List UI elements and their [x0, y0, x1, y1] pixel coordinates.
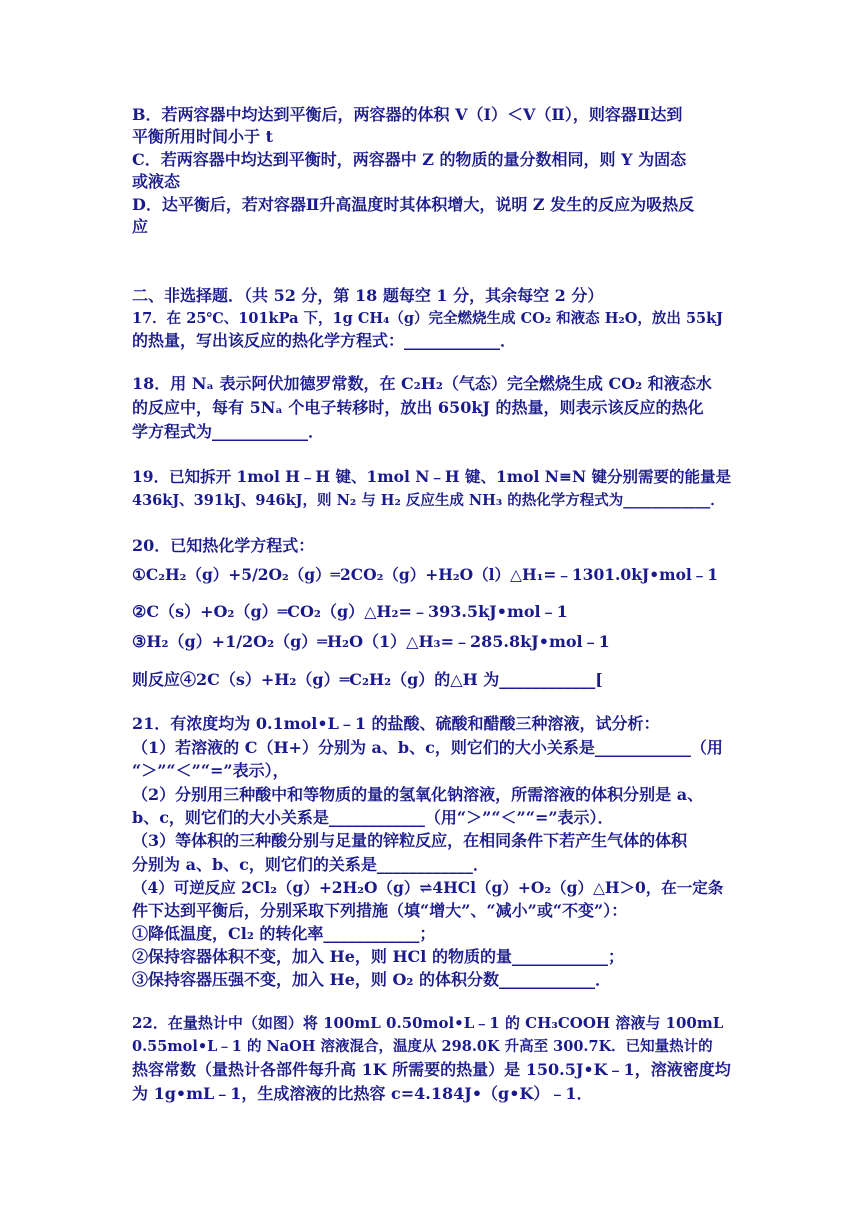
q21-part3-line2: 分别为 a、b、c，则它们的关系是____________．: [132, 855, 489, 874]
q17-line2: 的热量，写出该反应的热化学方程式：____________．: [132, 331, 517, 350]
q21-intro: 21．有浓度均为 0.1mol•L﹣1 的盐酸、硫酸和醋酸三种溶液，试分析：: [132, 714, 660, 733]
q21-sub3: ③保持容器压强不变，加入 He，则 O₂ 的体积分数____________．: [132, 970, 611, 989]
q22-line4: 为 1g•mL﹣1，生成溶液的比热容 c=4.184J•（g•K）﹣1．: [132, 1084, 593, 1103]
q20-question: 则反应④2C（s）+H₂（g）═C₂H₂（g）的△H 为____________[: [132, 670, 603, 689]
option-d-line2: 应: [132, 217, 149, 236]
q21-sub1: ①降低温度，Cl₂ 的转化率____________；: [132, 924, 436, 943]
q21-part4-line1: （4）可逆反应 2Cl₂（g）+2H₂O（g）⇌4HCl（g）+O₂（g）△H＞0，在一定条: [132, 878, 724, 897]
q18-line1: 18．用 Nₐ 表示阿伏加德罗常数，在 C₂H₂（气态）完全燃烧生成 CO₂ 和液态水: [132, 374, 712, 393]
q19-line2: 436kJ、391kJ、946kJ，则 N₂ 与 H₂ 反应生成 NH₃ 的热化学方程式为____________．: [132, 492, 725, 509]
option-b-line2: 平衡所用时间小于 t: [132, 127, 273, 146]
q22-line2: 0.55mol•L﹣1 的 NaOH 溶液混合，温度从 298.0K 升高至 300.7K．已知量热计的: [132, 1038, 713, 1055]
q21-sub2: ②保持容器体积不变，加入 He，则 HCl 的物质的量____________；: [132, 947, 624, 966]
q20-intro: 20．已知热化学方程式：: [132, 536, 315, 555]
q21-part3-line1: （3）等体积的三种酸分别与足量的锌粒反应，在相同条件下若产生气体的体积: [132, 831, 688, 850]
q20-equation-3: ③H₂（g）+1/2O₂（g）═H₂O（1）△H₃=﹣285.8kJ•mol﹣1: [132, 632, 610, 651]
q19-line1: 19．已知拆开 1mol H﹣H 键、1mol N﹣H 键、1mol N≡N 键分别需要的能量是: [132, 467, 732, 486]
q17-line1: 17．在 25℃、101kPa 下，1g CH₄（g）完全燃烧生成 CO₂ 和液态 H₂O，放出 55kJ: [132, 310, 724, 327]
q21-part1-line2: “＞”“＜”“=”表示），: [132, 761, 289, 780]
q21-part2-line2: b、c，则它们的大小关系是____________（用“＞”“＜”“=”表示）．: [132, 808, 614, 827]
q21-part4-line2: 件下达到平衡后，分别采取下列措施（填“增大”、“减小”或“不变”）：: [132, 901, 628, 920]
q18-line3: 学方程式为____________．: [132, 422, 325, 441]
section-header: 二、非选择题．（共 52 分，第 18 题每空 1 分，其余每空 2 分）: [132, 286, 604, 305]
option-d-line1: D．达平衡后，若对容器Ⅱ升高温度时其体积增大，说明 Z 发生的反应为吸热反: [132, 195, 695, 214]
q22-line3: 热容常数（量热计各部件每升高 1K 所需要的热量）是 150.5J•K﹣1，溶液密度均: [132, 1060, 731, 1079]
option-b-line1: B．若两容器中均达到平衡后，两容器的体积 V（I）＜V（Ⅱ），则容器Ⅱ达到: [132, 105, 683, 124]
q18-line2: 的反应中，每有 5Nₐ 个电子转移时，放出 650kJ 的热量，则表示该反应的热化: [132, 398, 704, 417]
option-c-line1: C．若两容器中均达到平衡时，两容器中 Z 的物质的量分数相同，则 Y 为固态: [132, 150, 687, 169]
q22-line1: 22．在量热计中（如图）将 100mL 0.50mol•L﹣1 的 CH₃COOH 溶液与 100mL: [132, 1014, 724, 1032]
q21-part2-line1: （2）分别用三种酸中和等物质的量的氢氧化钠溶液，所需溶液的体积分别是 a、: [132, 785, 704, 804]
q20-equation-2: ②C（s）+O₂（g）═CO₂（g）△H₂=﹣393.5kJ•mol﹣1: [132, 602, 568, 621]
q21-part1-line1: （1）若溶液的 C（H+）分别为 a、b、c，则它们的大小关系是____________（用: [132, 738, 723, 757]
option-c-line2: 或液态: [132, 172, 181, 191]
q20-equation-1: ①C₂H₂（g）+5/2O₂（g）═2CO₂（g）+H₂O（l）△H₁=﹣1301.0kJ•mol﹣1: [132, 565, 719, 584]
